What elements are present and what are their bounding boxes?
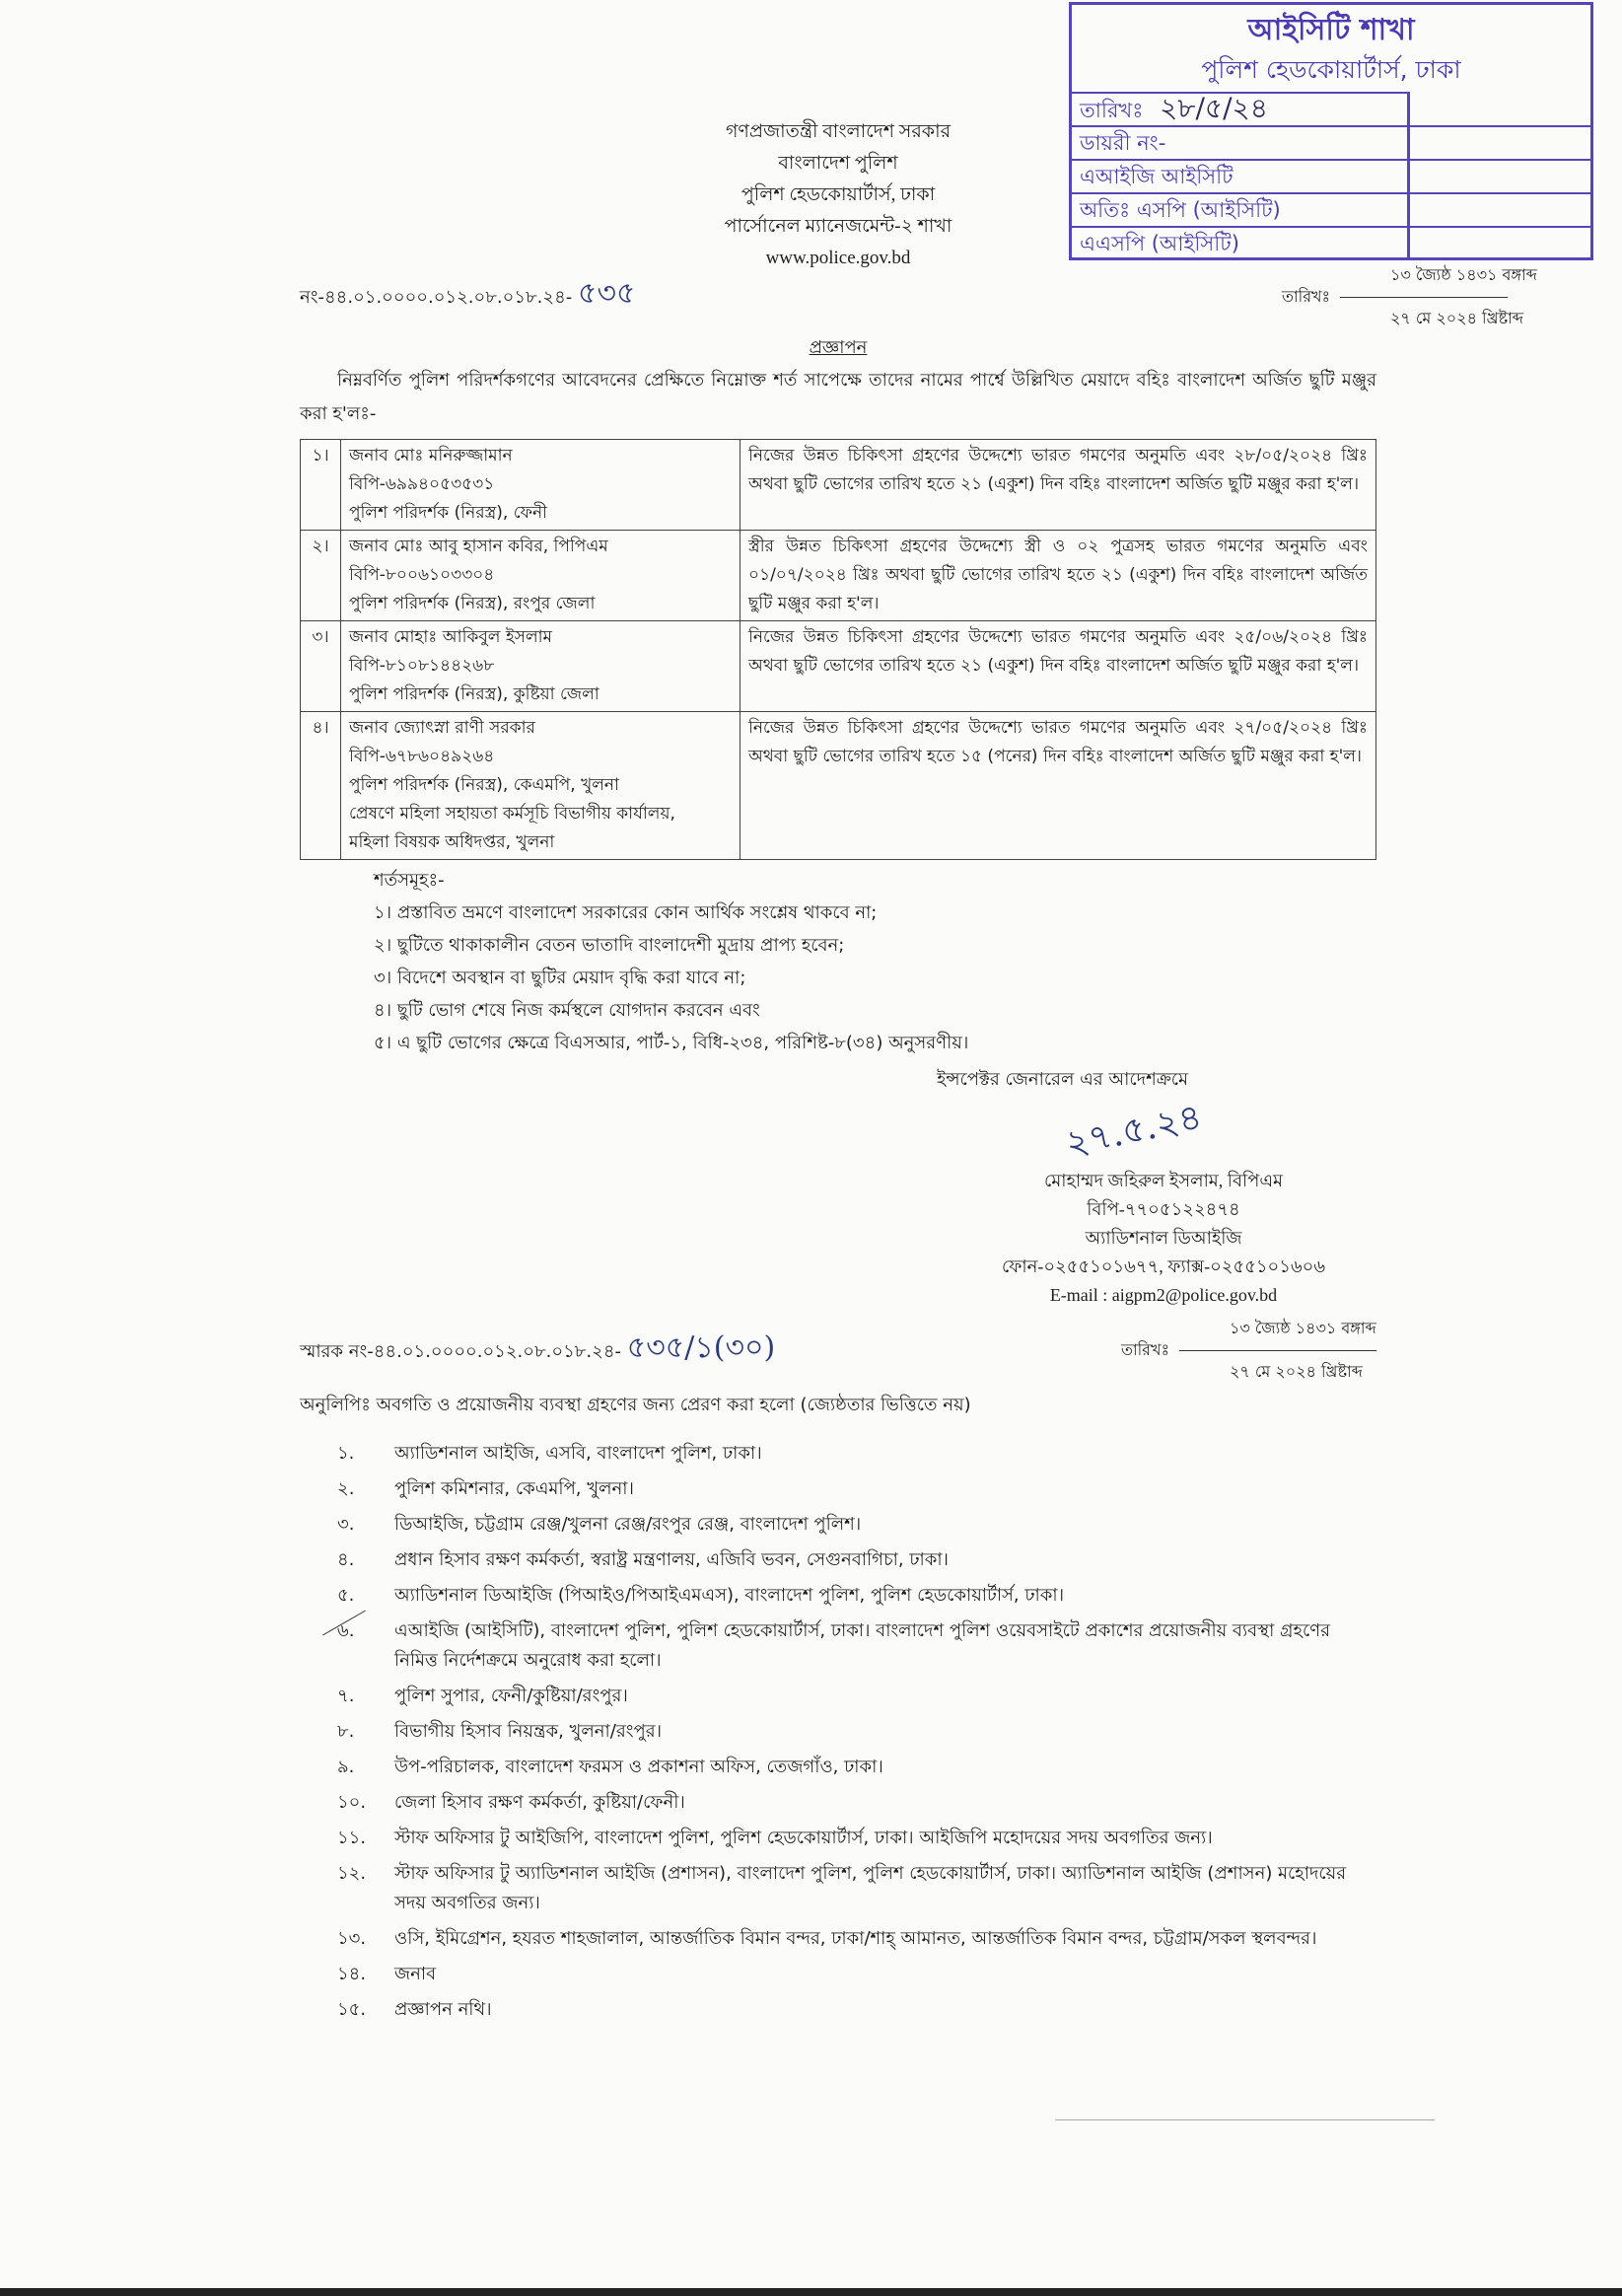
copy-item-text: ডিআইজি, চট্টগ্রাম রেঞ্জ/খুলনা রেঞ্জ/রংপুর রেঞ্জ, বাংলাদেশ পুলিশ। bbox=[394, 1514, 862, 1535]
reference-date bbox=[1282, 264, 1537, 329]
copy-item bbox=[300, 1753, 1376, 1782]
copy-intro: অনুলিপিঃ অবগতি ও প্রয়োজনীয় ব্যবস্থা গ্রহণের জন্য প্রেরণ করা হলো (জ্যেষ্ঠতার ভিত্তিতে নয়) bbox=[300, 1395, 971, 1415]
officer-line: বিপি-৮১০৮১৪৪২৬৮ bbox=[349, 656, 495, 676]
stamp-cell bbox=[1407, 192, 1590, 228]
ict-branch-stamp bbox=[1069, 2, 1593, 260]
reference-number bbox=[300, 274, 635, 318]
stamp-row-diary: ডায়রী নং- bbox=[1072, 125, 1407, 159]
copy-item bbox=[300, 1581, 1376, 1611]
officer-line: পুলিশ পরিদর্শক (নিরস্ত্র), ফেনী bbox=[349, 503, 548, 523]
condition-item: ১। প্রস্তাবিত ভ্রমণে বাংলাদেশ সরকারের কোন আর্থিক সংশ্লেষ থাকবে না; bbox=[374, 902, 878, 923]
memo-number bbox=[300, 1328, 775, 1372]
signatory-block bbox=[887, 1167, 1440, 1310]
officer-line: বিপি-৬৭৮৬০৪৯২৬৪ bbox=[349, 747, 495, 766]
copy-item-number: ৯. bbox=[337, 1757, 355, 1777]
row-number: ২। bbox=[301, 531, 341, 621]
copy-item bbox=[300, 1510, 1376, 1540]
copy-item-text: জনাব bbox=[394, 1964, 437, 1984]
date-gregorian: ২৭ মে ২০২৪ খ্রিষ্টাব্দ bbox=[1390, 309, 1523, 327]
officer-cell bbox=[341, 712, 740, 860]
copy-item bbox=[300, 1616, 1376, 1676]
copy-item-text: পুলিশ সুপার, ফেনী/কুষ্টিয়া/রংপুর। bbox=[394, 1686, 628, 1706]
copy-item-text: স্টাফ অফিসার টু অ্যাডিশনাল আইজি (প্রশাসন), বাংলাদেশ পুলিশ, পুলিশ হেডকোয়ার্টার্স, ঢাকা। অ্যাডিশনাল আইজি (প্রশাসন) মহোদয়ের সদয় অবগতির জন্য। bbox=[394, 1863, 1347, 1913]
copy-item bbox=[300, 1924, 1376, 1954]
copy-list bbox=[300, 1439, 1376, 2025]
officer-line: পুলিশ পরিদর্শক (নিরস্ত্র), কুষ্টিয়া জেলা bbox=[349, 684, 599, 704]
officer-line: প্রেষণে মহিলা সহায়তা কর্মসূচি বিভাগীয় কার্যালয়, bbox=[349, 804, 675, 824]
copy-item bbox=[300, 1824, 1376, 1853]
condition-item: ৫। এ ছুটি ভোগের ক্ষেত্রে বিএসআর, পার্ট-১, বিধি-২৩৪, পরিশিষ্ট-৮(৩৪) অনুসরণীয়। bbox=[374, 1033, 969, 1053]
copy-item bbox=[300, 1788, 1376, 1818]
date-label: তারিখঃ bbox=[1120, 1340, 1169, 1359]
footer-rule bbox=[1055, 2119, 1435, 2120]
copy-item-number: ১১. bbox=[337, 1828, 367, 1848]
officer-line: পুলিশ পরিদর্শক (নিরস্ত্র), রংপুর জেলা bbox=[349, 594, 596, 613]
copy-item-number: ৩. bbox=[337, 1514, 355, 1535]
officer-line: জনাব মোঃ মনিরুজ্জামান bbox=[349, 446, 513, 466]
order-line: ইন্সপেক্টর জেনারেল এর আদেশক্রমে bbox=[937, 1069, 1189, 1090]
reference-handwritten: ৫৩৫ bbox=[578, 276, 636, 311]
copy-item bbox=[300, 1682, 1376, 1711]
officer-cell bbox=[341, 621, 740, 712]
copy-item bbox=[300, 1545, 1376, 1575]
date-gregorian: ২৭ মে ২০২৪ খ্রিষ্টাব্দ bbox=[1229, 1362, 1363, 1381]
officer-line: জনাব মোঃ আবু হাসান কবির, পিপিএম bbox=[349, 537, 608, 556]
copy-item-number: ২. bbox=[337, 1478, 355, 1499]
reference-printed: নং-৪৪.০১.০০০০.০১২.০৮.০১৮.২৪- bbox=[300, 287, 573, 308]
copy-item-text: বিভাগীয় হিসাব নিয়ন্ত্রক, খুলনা/রংপুর। bbox=[394, 1721, 663, 1742]
copy-item-number: ১৪. bbox=[337, 1964, 367, 1984]
memo-row bbox=[300, 1318, 1376, 1383]
copy-item-text: উপ-পরিচালক, বাংলাদেশ ফরমস ও প্রকাশনা অফিস, তেজগাঁও, ঢাকা। bbox=[394, 1757, 883, 1777]
row-number: ৩। bbox=[301, 621, 341, 712]
row-number: ৪। bbox=[301, 712, 341, 860]
copy-item-text: এআইজি (আইসিটি), বাংলাদেশ পুলিশ, পুলিশ হেডকোয়ার্টার্স, ঢাকা। বাংলাদেশ পুলিশ ওয়েবসাইটে প্রকাশের প্রয়োজনীয় ব্যবস্থা গ্রহণের নিমিত্ত নির্দেশক্রমে অনুরোধ করা হলো। bbox=[394, 1620, 1330, 1671]
stamp-cell bbox=[1407, 226, 1590, 261]
copy-item bbox=[300, 1439, 1376, 1469]
copy-item-number: ৫. bbox=[337, 1585, 355, 1606]
copy-item-number: ১৫. bbox=[337, 1999, 367, 2020]
copy-item-number: ৭. bbox=[337, 1686, 355, 1706]
date-rule bbox=[1179, 1350, 1376, 1351]
leave-table bbox=[300, 439, 1376, 860]
signatory-bp: বিপি-৭৭০৫১২২৪৭৪ bbox=[1087, 1199, 1240, 1219]
officer-cell bbox=[341, 440, 740, 531]
copy-item bbox=[300, 1859, 1376, 1918]
copy-item-text: অ্যাডিশনাল আইজি, এসবি, বাংলাদেশ পুলিশ, ঢাকা। bbox=[394, 1443, 762, 1464]
stamp-row-aig: এআইজি আইসিটি bbox=[1072, 159, 1407, 192]
signatory-email: E-mail : aigpm2@police.gov.bd bbox=[1049, 1285, 1278, 1305]
copy-item-text: অ্যাডিশনাল ডিআইজি (পিআইও/পিআইএমএস), বাংলাদেশ পুলিশ, পুলিশ হেডকোয়ার্টার্স, ঢাকা। bbox=[394, 1585, 1065, 1606]
header-line: বাংলাদেশ পুলিশ bbox=[778, 153, 898, 174]
copy-item bbox=[300, 1474, 1376, 1504]
leave-details: নিজের উন্নত চিকিৎসা গ্রহণের উদ্দেশ্যে ভারত গমণের অনুমতি এবং ২৭/০৫/২০২৪ খ্রিঃ অথবা ছুটি ভোগের তারিখ হতে ১৫ (পনের) দিন বহিঃ বাংলাদেশ অর্জিত ছুটি মঞ্জুর করা হ'ল। bbox=[740, 712, 1376, 860]
stamp-cell bbox=[1407, 159, 1590, 194]
copy-item-text: ওসি, ইমিগ্রেশন, হযরত শাহজালাল, আন্তর্জাতিক বিমান বন্দর, ঢাকা/শাহ্ আমানত, আন্তর্জাতিক বিমান বন্দর, চট্টগ্রাম/সকল স্থলবন্দর। bbox=[394, 1928, 1317, 1949]
officer-line: জনাব জ্যোৎস্না রাণী সরকার bbox=[349, 718, 535, 738]
stamp-row-date-label: তারিখঃ bbox=[1080, 99, 1144, 122]
header-website: www.police.gov.bd bbox=[765, 248, 911, 268]
copy-item-text: প্রজ্ঞাপন নথি। bbox=[394, 1999, 492, 2020]
conditions-heading: শর্তসমূহঃ- bbox=[374, 870, 445, 891]
signature-area bbox=[300, 1096, 1376, 1167]
row-number: ১। bbox=[301, 440, 341, 531]
signature: ২৭.৫.২৪ bbox=[1062, 1096, 1206, 1166]
table-row bbox=[301, 440, 1376, 531]
notice-intro: নিম্নবর্ণিত পুলিশ পরিদর্শকগণের আবেদনের প্রেক্ষিতে নিম্নোক্ত শর্ত সাপেক্ষে তাদের নামের পার্শ্বে উল্লিখিত মেয়াদে বহিঃ বাংলাদেশ অর্জিত ছুটি মঞ্জুর করা হ'লঃ- bbox=[300, 370, 1376, 424]
officer-line: জনাব মোহাঃ আকিবুল ইসলাম bbox=[349, 627, 552, 647]
leave-details: নিজের উন্নত চিকিৎসা গ্রহণের উদ্দেশ্যে ভারত গমণের অনুমতি এবং ২৫/০৬/২০২৪ খ্রিঃ অথবা ছুটি ভোগের তারিখ হতে ২১ (একুশ) দিন বহিঃ বাংলাদেশ অর্জিত ছুটি মঞ্জুর করা হ'ল। bbox=[740, 621, 1376, 712]
copy-item bbox=[300, 1717, 1376, 1747]
document-body bbox=[300, 331, 1376, 2025]
copy-item-number: ৮. bbox=[337, 1721, 355, 1742]
copy-item-text: প্রধান হিসাব রক্ষণ কর্মকর্তা, স্বরাষ্ট্র মন্ত্রণালয়, এজিবি ভবন, সেগুনবাগিচা, ঢাকা। bbox=[394, 1549, 949, 1570]
stamp-subtitle: পুলিশ হেডকোয়ার্টার্স, ঢাকা bbox=[1201, 55, 1461, 84]
signatory-phone: ফোন-০২৫৫১০১৬৭৭, ফ্যাক্স-০২৫৫১০১৬০৬ bbox=[1001, 1256, 1326, 1276]
copy-item-number: ১০. bbox=[337, 1792, 367, 1813]
leave-details: নিজের উন্নত চিকিৎসা গ্রহণের উদ্দেশ্যে ভারত গমণের অনুমতি এবং ২৮/০৫/২০২৪ খ্রিঃ অথবা ছুটি ভোগের তারিখ হতে ২১ (একুশ) দিন বহিঃ বাংলাদেশ অর্জিত ছুটি মঞ্জুর করা হ'ল। bbox=[740, 440, 1376, 531]
table-row bbox=[301, 712, 1376, 860]
date-bangla: ১৩ জ্যৈষ্ঠ ১৪৩১ বঙ্গাব্দ bbox=[1390, 265, 1537, 284]
condition-item: ২। ছুটিতে থাকাকালীন বেতন ভাতাদি বাংলাদেশী মুদ্রায় প্রাপ্য হবেন; bbox=[374, 935, 845, 956]
header-line: গণপ্রজাতন্ত্রী বাংলাদেশ সরকার bbox=[725, 121, 952, 142]
copy-item-text: পুলিশ কমিশনার, কেএমপি, খুলনা। bbox=[394, 1478, 634, 1499]
condition-item: ৩। বিদেশে অবস্থান বা ছুটির মেয়াদ বৃদ্ধি করা যাবে না; bbox=[374, 968, 746, 988]
copy-item-number: ১২. bbox=[337, 1863, 367, 1884]
stamp-cell bbox=[1407, 125, 1590, 161]
scan-edge bbox=[0, 2288, 1622, 2296]
stamp-title: আইসিটি শাখা bbox=[1247, 13, 1415, 47]
officer-cell bbox=[341, 531, 740, 621]
stamp-row-date bbox=[1072, 92, 1407, 125]
table-row bbox=[301, 531, 1376, 621]
notice-title: প্রজ্ঞাপন bbox=[809, 337, 868, 358]
officer-line: বিপি-৮০০৬১০৩৩০৪ bbox=[349, 565, 495, 585]
copy-item bbox=[300, 1960, 1376, 1989]
leave-details: স্ত্রীর উন্নত চিকিৎসা গ্রহণের উদ্দেশ্যে স্ত্রী ও ০২ পুত্রসহ ভারত গমণের অনুমতি এবং ০১/০৭/২০২৪ খ্রিঃ অথবা ছুটি ভোগের তারিখ হতে ২১ (একুশ) দিন বহিঃ বাংলাদেশ অর্জিত ছুটি মঞ্জুর করা হ'ল। bbox=[740, 531, 1376, 621]
memo-handwritten: ৫৩৫/১(৩০) bbox=[626, 1330, 776, 1365]
copy-item-number: ৬. bbox=[337, 1620, 355, 1641]
signatory-name: মোহাম্মদ জহিরুল ইসলাম, বিপিএম bbox=[1043, 1171, 1284, 1190]
header-line: পার্সোনেল ম্যানেজমেন্ট-২ শাখা bbox=[724, 216, 952, 237]
header-line: পুলিশ হেডকোয়ার্টার্স, ঢাকা bbox=[740, 184, 936, 205]
stamp-row-add-sp: অতিঃ এসপি (আইসিটি) bbox=[1072, 192, 1407, 226]
copy-item-number: ৪. bbox=[337, 1549, 355, 1570]
date-bangla: ১৩ জ্যৈষ্ঠ ১৪৩১ বঙ্গাব্দ bbox=[1229, 1319, 1376, 1337]
officer-line: বিপি-৬৯৯৪০৫৩৫৩১ bbox=[349, 474, 495, 494]
copy-item-text: জেলা হিসাব রক্ষণ কর্মকর্তা, কুষ্টিয়া/ফেনী। bbox=[394, 1792, 685, 1813]
date-label: তারিখঃ bbox=[1282, 287, 1331, 306]
officer-line: মহিলা বিষয়ক অধিদপ্তর, খুলনা bbox=[349, 832, 555, 852]
stamp-row-asp: এএসপি (আইসিটি) bbox=[1072, 226, 1407, 259]
signatory-designation: অ্যাডিশনাল ডিআইজি bbox=[1085, 1228, 1242, 1248]
copy-item-number: ১. bbox=[337, 1443, 355, 1464]
copy-item bbox=[300, 1995, 1376, 2025]
letterhead bbox=[592, 116, 1085, 274]
date-rule bbox=[1340, 297, 1508, 298]
table-row bbox=[301, 621, 1376, 712]
conditions bbox=[374, 864, 1376, 1059]
condition-item: ৪। ছুটি ভোগ শেষে নিজ কর্মস্থলে যোগদান করবেন এবং bbox=[374, 1000, 760, 1021]
copy-item-number: ১৩. bbox=[337, 1928, 367, 1949]
copy-item-text: স্টাফ অফিসার টু আইজিপি, বাংলাদেশ পুলিশ, পুলিশ হেডকোয়ার্টার্স, ঢাকা। আইজিপি মহোদয়ের সদয় অবগতির জন্য। bbox=[394, 1828, 1213, 1848]
memo-printed: স্মারক নং-৪৪.০১.০০০০.০১২.০৮.০১৮.২৪- bbox=[300, 1341, 622, 1362]
memo-date bbox=[1121, 1318, 1376, 1383]
officer-line: পুলিশ পরিদর্শক (নিরস্ত্র), কেএমপি, খুলনা bbox=[349, 775, 619, 795]
stamp-handwritten-date: ২৮/৫/২৪ bbox=[1160, 92, 1268, 124]
